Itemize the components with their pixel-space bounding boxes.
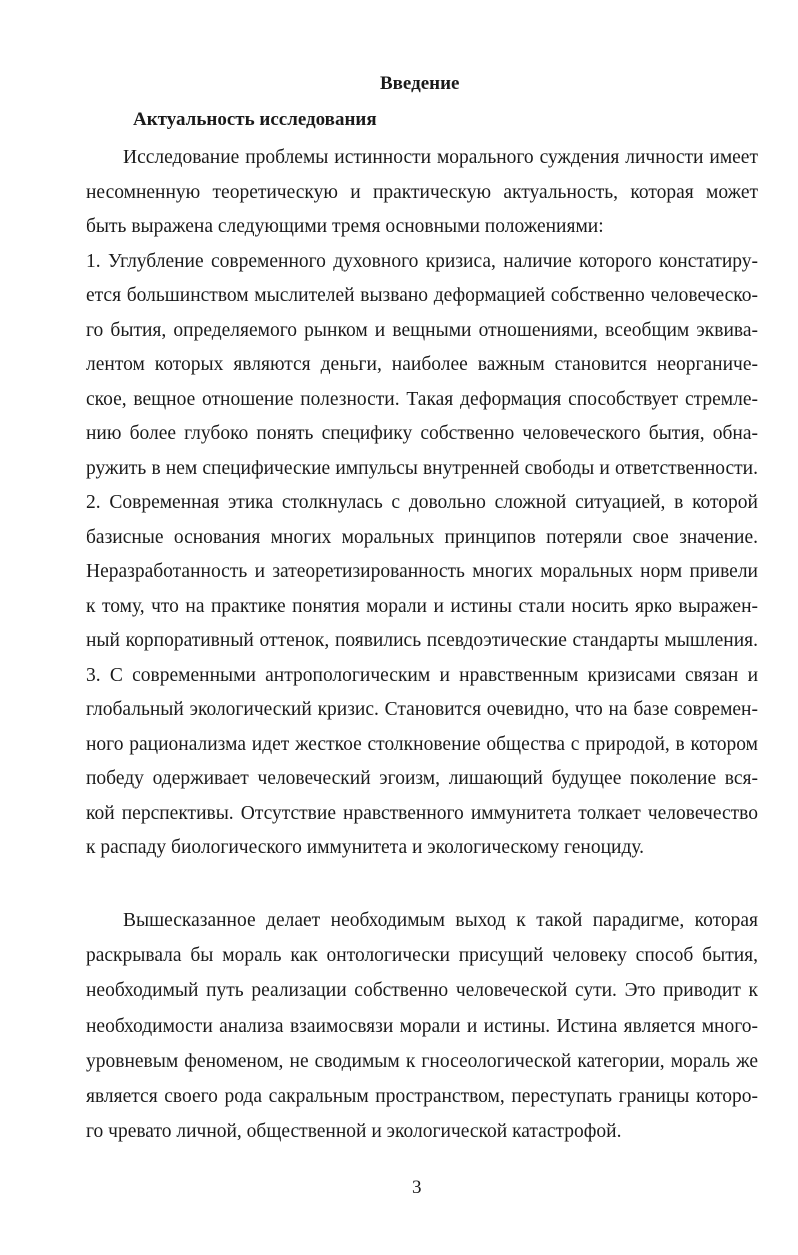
text-line: несомненную теоретическую и практическую актуальность, которая может xyxy=(86,181,758,203)
text-line: ружить в нем специфические импульсы внутренней свободы и ответственности. xyxy=(86,457,758,479)
text-line: глобальный экологический кризис. Становится очевидно, что на базе современ- xyxy=(86,699,758,720)
section-heading: Актуальность исследования xyxy=(133,109,377,130)
page-title: Введение xyxy=(380,73,460,94)
text-line: ское, вещное отношение полезности. Такая деформация способствует стремле- xyxy=(86,388,758,410)
text-line: ный корпоративный оттенок, появились псевдоэтические стандарты мышления. xyxy=(86,630,758,651)
text-line: уровневым феноменом, не сводимым к гносеологической категории, мораль же xyxy=(86,1050,758,1072)
text-line: к распаду биологического иммунитета и экологическому геноциду. xyxy=(86,837,645,858)
text-line: 1. Углубление современного духовного кризиса, наличие которого констатиру- xyxy=(86,250,758,272)
text-line: кой перспективы. Отсутствие нравственного иммунитета толкает человечество xyxy=(86,802,758,824)
paragraph-block-2 xyxy=(86,903,758,1149)
text-line: лентом которых являются деньги, наиболее важным становится неорганиче- xyxy=(86,354,758,375)
text-line: го бытия, определяемого рынком и вещными отношениями, всеобщим эквива- xyxy=(86,319,758,341)
text-line: Неразработанность и затеоретизированность многих моральных норм привели xyxy=(86,561,758,582)
text-line: раскрывала бы мораль как онтологически присущий человеку способ бытия, xyxy=(86,945,758,967)
text-line: Исследование проблемы истинности морального суждения личности имеет xyxy=(123,147,758,168)
paragraph-block-1 xyxy=(86,141,758,866)
text-line: является своего рода сакральным пространством, переступать границы которо- xyxy=(86,1085,758,1107)
text-line: Вышесказанное делает необходимым выход к такой парадигме, которая xyxy=(123,910,758,931)
text-line: победу одерживает человеческий эгоизм, лишающий будущее поколение вся- xyxy=(86,768,758,789)
text-line: необходимости анализа взаимосвязи морали и истины. Истина является много- xyxy=(86,1015,758,1037)
text-line: быть выражена следующими тремя основными положениями: xyxy=(86,216,604,237)
text-line: ного рационализма идет жесткое столкновение общества с природой, в котором xyxy=(86,733,758,755)
text-line: 2. Современная этика столкнулась с довольно сложной ситуацией, в которой xyxy=(86,492,758,513)
page-number: 3 xyxy=(412,1177,422,1198)
text-line: нию более глубоко понять специфику собственно человеческого бытия, обна- xyxy=(86,423,758,444)
text-line: к тому, что на практике понятия морали и истины стали носить ярко выражен- xyxy=(86,595,758,617)
text-line: базисные основания многих моральных принципов потеряли свое значение. xyxy=(86,526,758,548)
text-line: необходимый путь реализации собственно человеческой сути. Это приводит к xyxy=(86,980,758,1002)
text-line: го чревато личной, общественной и экологической катастрофой. xyxy=(86,1121,622,1143)
text-line: ется большинством мыслителей вызвано деформацией собственно человеческо- xyxy=(86,285,758,306)
text-line: 3. С современными антропологическим и нравственным кризисами связан и xyxy=(86,664,758,686)
